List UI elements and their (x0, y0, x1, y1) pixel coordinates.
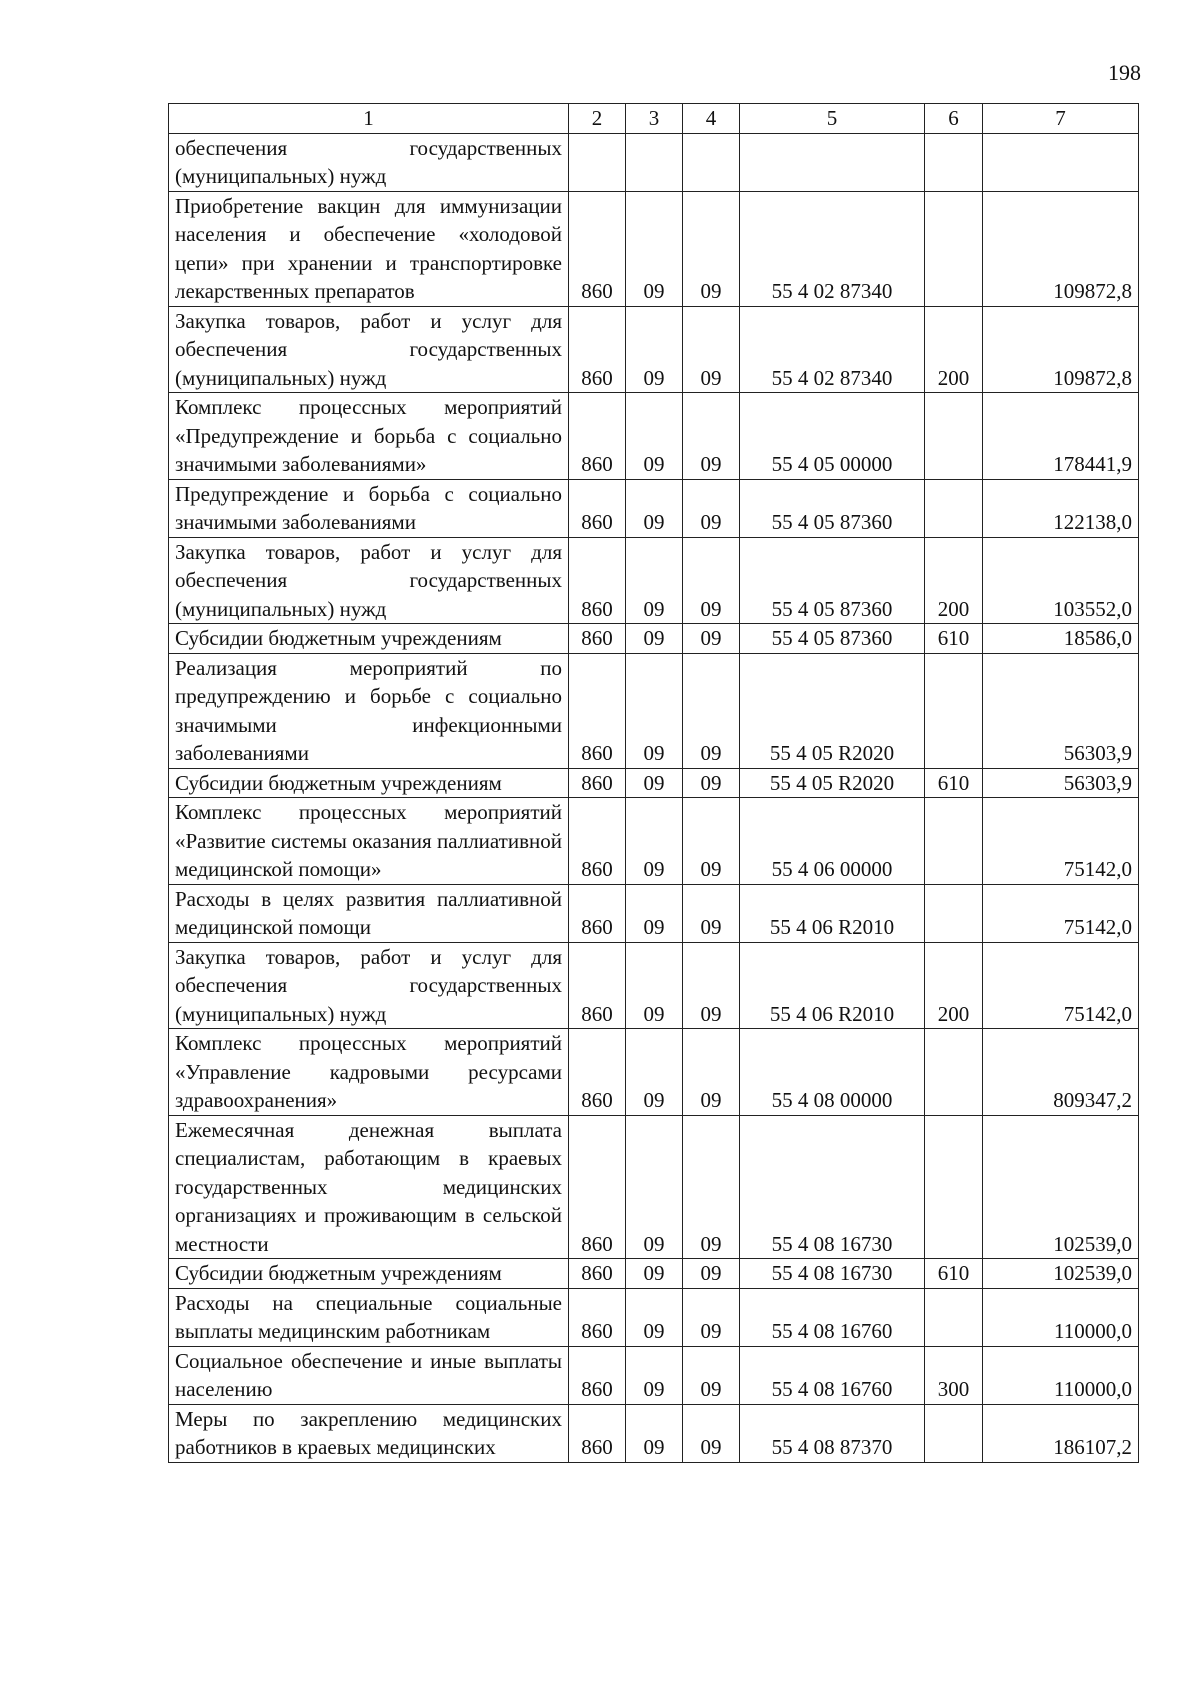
table-row (169, 479, 1139, 537)
row-name-cell: обеспечения государственных (муниципальных) нужд (169, 133, 569, 191)
table-row (169, 768, 1139, 798)
row-code-cell: 55 4 05 87360 (740, 479, 925, 537)
row-col6-cell: 610 (925, 624, 983, 654)
row-col6-cell (925, 1288, 983, 1346)
table-row (169, 1029, 1139, 1116)
row-col6-cell (925, 798, 983, 885)
row-col3-cell: 09 (626, 798, 683, 885)
row-code-cell: 55 4 05 00000 (740, 393, 925, 480)
row-amount-cell (983, 133, 1139, 191)
row-col4-cell: 09 (683, 191, 740, 306)
row-col2-cell: 860 (569, 768, 626, 798)
row-amount-cell: 56303,9 (983, 653, 1139, 768)
row-col6-cell: 610 (925, 768, 983, 798)
row-col4-cell: 09 (683, 942, 740, 1029)
row-name-cell: Приобретение вакцин для иммунизации населения и обеспечение «холодовой цепи» при хранении и транспортировке лекарственных препаратов (169, 191, 569, 306)
row-col6-cell: 300 (925, 1346, 983, 1404)
row-col6-cell (925, 884, 983, 942)
row-col3-cell: 09 (626, 191, 683, 306)
row-col4-cell: 09 (683, 393, 740, 480)
row-col6-cell: 200 (925, 942, 983, 1029)
row-col2-cell: 860 (569, 1346, 626, 1404)
row-code-cell: 55 4 08 16760 (740, 1346, 925, 1404)
row-col4-cell: 09 (683, 306, 740, 393)
row-col4-cell: 09 (683, 537, 740, 624)
row-col2-cell: 860 (569, 191, 626, 306)
row-amount-cell: 56303,9 (983, 768, 1139, 798)
row-code-cell: 55 4 06 R2010 (740, 942, 925, 1029)
row-col3-cell: 09 (626, 479, 683, 537)
row-col3-cell (626, 133, 683, 191)
row-amount-cell: 186107,2 (983, 1404, 1139, 1462)
row-name-cell: Ежемесячная денежная выплата специалистам, работающим в краевых государственных медицинских организациях и проживающим в сельской местности (169, 1115, 569, 1259)
row-col6-cell: 200 (925, 306, 983, 393)
page-number: 198 (1108, 60, 1141, 85)
table-row (169, 624, 1139, 654)
row-col2-cell: 860 (569, 884, 626, 942)
table-row (169, 1288, 1139, 1346)
row-name-cell: Субсидии бюджетным учреждениям (169, 1259, 569, 1289)
row-col6-cell (925, 133, 983, 191)
row-col3-cell: 09 (626, 1115, 683, 1259)
row-col3-cell: 09 (626, 393, 683, 480)
row-name-cell: Субсидии бюджетным учреждениям (169, 768, 569, 798)
row-col2-cell: 860 (569, 1029, 626, 1116)
table-row (169, 133, 1139, 191)
row-amount-cell: 102539,0 (983, 1259, 1139, 1289)
row-col6-cell (925, 653, 983, 768)
row-col3-cell: 09 (626, 1029, 683, 1116)
row-code-cell: 55 4 05 87360 (740, 624, 925, 654)
row-col4-cell: 09 (683, 1259, 740, 1289)
table-row (169, 537, 1139, 624)
row-code-cell: 55 4 08 16730 (740, 1115, 925, 1259)
row-col4-cell: 09 (683, 1029, 740, 1116)
row-col4-cell: 09 (683, 1404, 740, 1462)
row-col6-cell: 610 (925, 1259, 983, 1289)
table-row (169, 942, 1139, 1029)
table-row (169, 653, 1139, 768)
column-header: 3 (626, 104, 683, 134)
row-col2-cell: 860 (569, 1404, 626, 1462)
row-amount-cell: 809347,2 (983, 1029, 1139, 1116)
row-col2-cell: 860 (569, 1115, 626, 1259)
row-col6-cell (925, 1115, 983, 1259)
table-row (169, 393, 1139, 480)
column-header: 7 (983, 104, 1139, 134)
row-amount-cell: 122138,0 (983, 479, 1139, 537)
row-amount-cell: 178441,9 (983, 393, 1139, 480)
row-name-cell: Комплекс процессных мероприятий «Развитие системы оказания паллиативной медицинской помощи» (169, 798, 569, 885)
row-col2-cell: 860 (569, 653, 626, 768)
row-col2-cell: 860 (569, 393, 626, 480)
row-amount-cell: 75142,0 (983, 798, 1139, 885)
row-col4-cell: 09 (683, 479, 740, 537)
row-code-cell: 55 4 06 R2010 (740, 884, 925, 942)
row-col2-cell (569, 133, 626, 191)
row-col2-cell: 860 (569, 798, 626, 885)
table-row (169, 306, 1139, 393)
row-code-cell: 55 4 08 87370 (740, 1404, 925, 1462)
row-col3-cell: 09 (626, 884, 683, 942)
row-col2-cell: 860 (569, 942, 626, 1029)
row-name-cell: Реализация мероприятий по предупреждению и борьбе с социально значимыми инфекционными заболеваниями (169, 653, 569, 768)
row-col6-cell (925, 393, 983, 480)
column-header: 6 (925, 104, 983, 134)
row-col4-cell: 09 (683, 624, 740, 654)
table-row (169, 798, 1139, 885)
column-header: 1 (169, 104, 569, 134)
row-name-cell: Расходы в целях развития паллиативной медицинской помощи (169, 884, 569, 942)
row-name-cell: Закупка товаров, работ и услуг для обеспечения государственных (муниципальных) нужд (169, 537, 569, 624)
row-col6-cell (925, 479, 983, 537)
row-code-cell: 55 4 08 00000 (740, 1029, 925, 1116)
row-col6-cell (925, 1029, 983, 1116)
row-col4-cell: 09 (683, 1346, 740, 1404)
row-code-cell: 55 4 02 87340 (740, 191, 925, 306)
row-col3-cell: 09 (626, 1346, 683, 1404)
row-name-cell: Социальное обеспечение и иные выплаты населению (169, 1346, 569, 1404)
row-col3-cell: 09 (626, 768, 683, 798)
row-col4-cell: 09 (683, 653, 740, 768)
row-amount-cell: 103552,0 (983, 537, 1139, 624)
row-name-cell: Комплекс процессных мероприятий «Управление кадровыми ресурсами здравоохранения» (169, 1029, 569, 1116)
column-header: 2 (569, 104, 626, 134)
row-col6-cell (925, 191, 983, 306)
row-col3-cell: 09 (626, 1404, 683, 1462)
row-col3-cell: 09 (626, 1288, 683, 1346)
row-col2-cell: 860 (569, 1288, 626, 1346)
row-name-cell: Комплекс процессных мероприятий «Предупреждение и борьба с социально значимыми заболеваниями» (169, 393, 569, 480)
row-name-cell: Закупка товаров, работ и услуг для обеспечения государственных (муниципальных) нужд (169, 306, 569, 393)
row-col3-cell: 09 (626, 942, 683, 1029)
table-row (169, 1346, 1139, 1404)
row-col4-cell: 09 (683, 798, 740, 885)
row-amount-cell: 109872,8 (983, 306, 1139, 393)
column-header: 4 (683, 104, 740, 134)
row-name-cell: Предупреждение и борьба с социально значимыми заболеваниями (169, 479, 569, 537)
row-amount-cell: 110000,0 (983, 1346, 1139, 1404)
row-code-cell: 55 4 08 16760 (740, 1288, 925, 1346)
table-row (169, 1259, 1139, 1289)
table-header-row (169, 104, 1139, 134)
budget-table (168, 103, 1139, 1463)
row-code-cell (740, 133, 925, 191)
row-amount-cell: 18586,0 (983, 624, 1139, 654)
row-code-cell: 55 4 05 R2020 (740, 768, 925, 798)
column-header: 5 (740, 104, 925, 134)
row-col2-cell: 860 (569, 1259, 626, 1289)
row-amount-cell: 102539,0 (983, 1115, 1139, 1259)
row-col6-cell: 200 (925, 537, 983, 624)
row-amount-cell: 75142,0 (983, 942, 1139, 1029)
table-row (169, 884, 1139, 942)
row-code-cell: 55 4 02 87340 (740, 306, 925, 393)
table-row (169, 191, 1139, 306)
row-col6-cell (925, 1404, 983, 1462)
row-col4-cell: 09 (683, 884, 740, 942)
row-col3-cell: 09 (626, 306, 683, 393)
row-col2-cell: 860 (569, 306, 626, 393)
row-col4-cell: 09 (683, 1288, 740, 1346)
row-col4-cell: 09 (683, 1115, 740, 1259)
row-col3-cell: 09 (626, 653, 683, 768)
row-amount-cell: 75142,0 (983, 884, 1139, 942)
row-code-cell: 55 4 08 16730 (740, 1259, 925, 1289)
row-name-cell: Закупка товаров, работ и услуг для обеспечения государственных (муниципальных) нужд (169, 942, 569, 1029)
row-code-cell: 55 4 06 00000 (740, 798, 925, 885)
row-col4-cell (683, 133, 740, 191)
row-col2-cell: 860 (569, 624, 626, 654)
row-name-cell: Субсидии бюджетным учреждениям (169, 624, 569, 654)
row-col4-cell: 09 (683, 768, 740, 798)
table-row (169, 1115, 1139, 1259)
table-row (169, 1404, 1139, 1462)
row-col2-cell: 860 (569, 537, 626, 624)
row-code-cell: 55 4 05 R2020 (740, 653, 925, 768)
row-amount-cell: 109872,8 (983, 191, 1139, 306)
row-code-cell: 55 4 05 87360 (740, 537, 925, 624)
row-name-cell: Расходы на специальные социальные выплаты медицинским работникам (169, 1288, 569, 1346)
row-col2-cell: 860 (569, 479, 626, 537)
row-amount-cell: 110000,0 (983, 1288, 1139, 1346)
row-col3-cell: 09 (626, 1259, 683, 1289)
row-col3-cell: 09 (626, 537, 683, 624)
row-col3-cell: 09 (626, 624, 683, 654)
row-name-cell: Меры по закреплению медицинских работников в краевых медицинских (169, 1404, 569, 1462)
